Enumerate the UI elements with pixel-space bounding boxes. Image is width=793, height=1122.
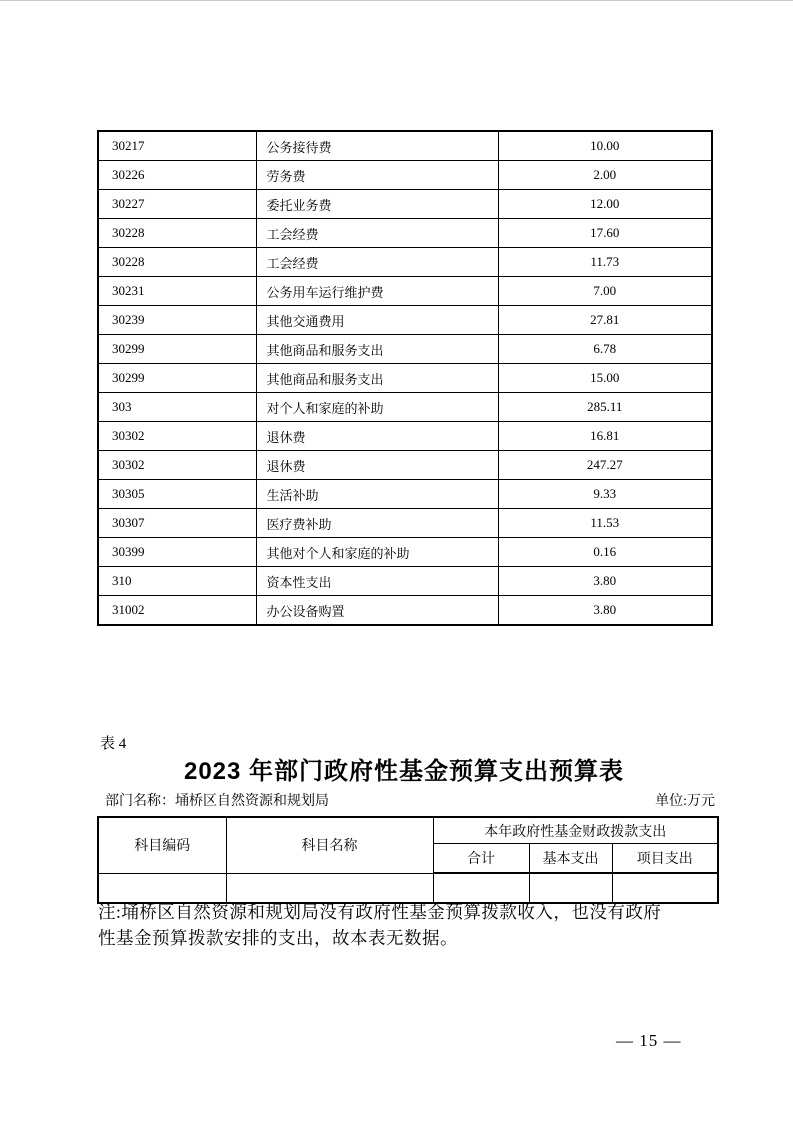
table-row <box>98 451 712 480</box>
cell-name: 生活补助 <box>256 480 498 509</box>
cell-amount: 27.81 <box>498 306 712 335</box>
col-header-total: 合计 <box>433 844 529 874</box>
cell-amount: 7.00 <box>498 277 712 306</box>
cell-amount: 6.78 <box>498 335 712 364</box>
header-row-1 <box>98 817 718 844</box>
cell-name: 对个人和家庭的补助 <box>256 393 498 422</box>
cell-amount: 12.00 <box>498 190 712 219</box>
cell-code: 303 <box>98 393 256 422</box>
cell-code: 310 <box>98 567 256 596</box>
col-header-project-expenditure: 项目支出 <box>612 844 718 874</box>
table-row <box>98 538 712 567</box>
table-row <box>98 422 712 451</box>
cell-amount: 247.27 <box>498 451 712 480</box>
cell-name: 其他商品和服务支出 <box>256 364 498 393</box>
table-row <box>98 190 712 219</box>
table-row <box>98 131 712 161</box>
table-row <box>98 335 712 364</box>
budget-detail-table <box>97 130 713 626</box>
cell-code: 30305 <box>98 480 256 509</box>
table-row <box>98 509 712 538</box>
cell-name: 医疗费补助 <box>256 509 498 538</box>
cell-name: 委托业务费 <box>256 190 498 219</box>
table-number-label: 表 4 <box>100 736 127 752</box>
cell-code: 30299 <box>98 335 256 364</box>
cell-name: 其他对个人和家庭的补助 <box>256 538 498 567</box>
cell-name: 其他商品和服务支出 <box>256 335 498 364</box>
cell-code: 30226 <box>98 161 256 190</box>
table-note <box>98 899 716 951</box>
cell-name: 公务接待费 <box>256 131 498 161</box>
cell-amount: 2.00 <box>498 161 712 190</box>
cell-code: 30228 <box>98 219 256 248</box>
cell-name: 办公设备购置 <box>256 596 498 626</box>
table-row <box>98 480 712 509</box>
cell-name: 劳务费 <box>256 161 498 190</box>
cell-code: 31002 <box>98 596 256 626</box>
table-row <box>98 596 712 626</box>
cell-amount: 10.00 <box>498 131 712 161</box>
cell-amount: 11.73 <box>498 248 712 277</box>
cell-amount: 3.80 <box>498 567 712 596</box>
table-row <box>98 277 712 306</box>
col-header-group: 本年政府性基金财政拨款支出 <box>433 817 718 844</box>
cell-name: 其他交通费用 <box>256 306 498 335</box>
budget-table-body <box>98 131 712 625</box>
cell-amount: 285.11 <box>498 393 712 422</box>
cell-amount: 16.81 <box>498 422 712 451</box>
note-line-2: 性基金预算拨款安排的支出，故本表无数据。 <box>98 928 458 948</box>
cell-name: 公务用车运行维护费 <box>256 277 498 306</box>
cell-code: 30307 <box>98 509 256 538</box>
department-name-label: 部门名称：埇桥区自然资源和规划局 <box>105 794 329 809</box>
cell-amount: 9.33 <box>498 480 712 509</box>
cell-code: 30399 <box>98 538 256 567</box>
note-line-1: 注:埇桥区自然资源和规划局没有政府性基金预算拨款收入，也没有政府 <box>98 902 662 922</box>
table-row <box>98 567 712 596</box>
cell-code: 30299 <box>98 364 256 393</box>
cell-name: 退休费 <box>256 451 498 480</box>
cell-name: 工会经费 <box>256 219 498 248</box>
cell-name: 工会经费 <box>256 248 498 277</box>
table-row <box>98 219 712 248</box>
cell-code: 30302 <box>98 422 256 451</box>
table-row <box>98 248 712 277</box>
cell-code: 30227 <box>98 190 256 219</box>
table-row <box>98 364 712 393</box>
cell-code: 30217 <box>98 131 256 161</box>
cell-name: 退休费 <box>256 422 498 451</box>
cell-name: 资本性支出 <box>256 567 498 596</box>
page-title: 2023 年部门政府性基金预算支出预算表 <box>183 758 625 785</box>
table-row <box>98 161 712 190</box>
cell-amount: 3.80 <box>498 596 712 626</box>
government-fund-table <box>97 816 719 904</box>
scan-edge-line <box>0 0 793 1</box>
cell-code: 30239 <box>98 306 256 335</box>
cell-code: 30231 <box>98 277 256 306</box>
col-header-subject-code: 科目编码 <box>98 817 226 873</box>
cell-code: 30228 <box>98 248 256 277</box>
cell-code: 30302 <box>98 451 256 480</box>
cell-amount: 0.16 <box>498 538 712 567</box>
cell-amount: 11.53 <box>498 509 712 538</box>
cell-amount: 17.60 <box>498 219 712 248</box>
table-row <box>98 393 712 422</box>
table-meta-row <box>105 790 715 810</box>
col-header-basic-expenditure: 基本支出 <box>529 844 612 874</box>
col-header-subject-name: 科目名称 <box>226 817 433 873</box>
cell-amount: 15.00 <box>498 364 712 393</box>
unit-label: 单位:万元 <box>655 794 715 809</box>
table-row <box>98 306 712 335</box>
page-number: — 15 — <box>616 1031 682 1050</box>
